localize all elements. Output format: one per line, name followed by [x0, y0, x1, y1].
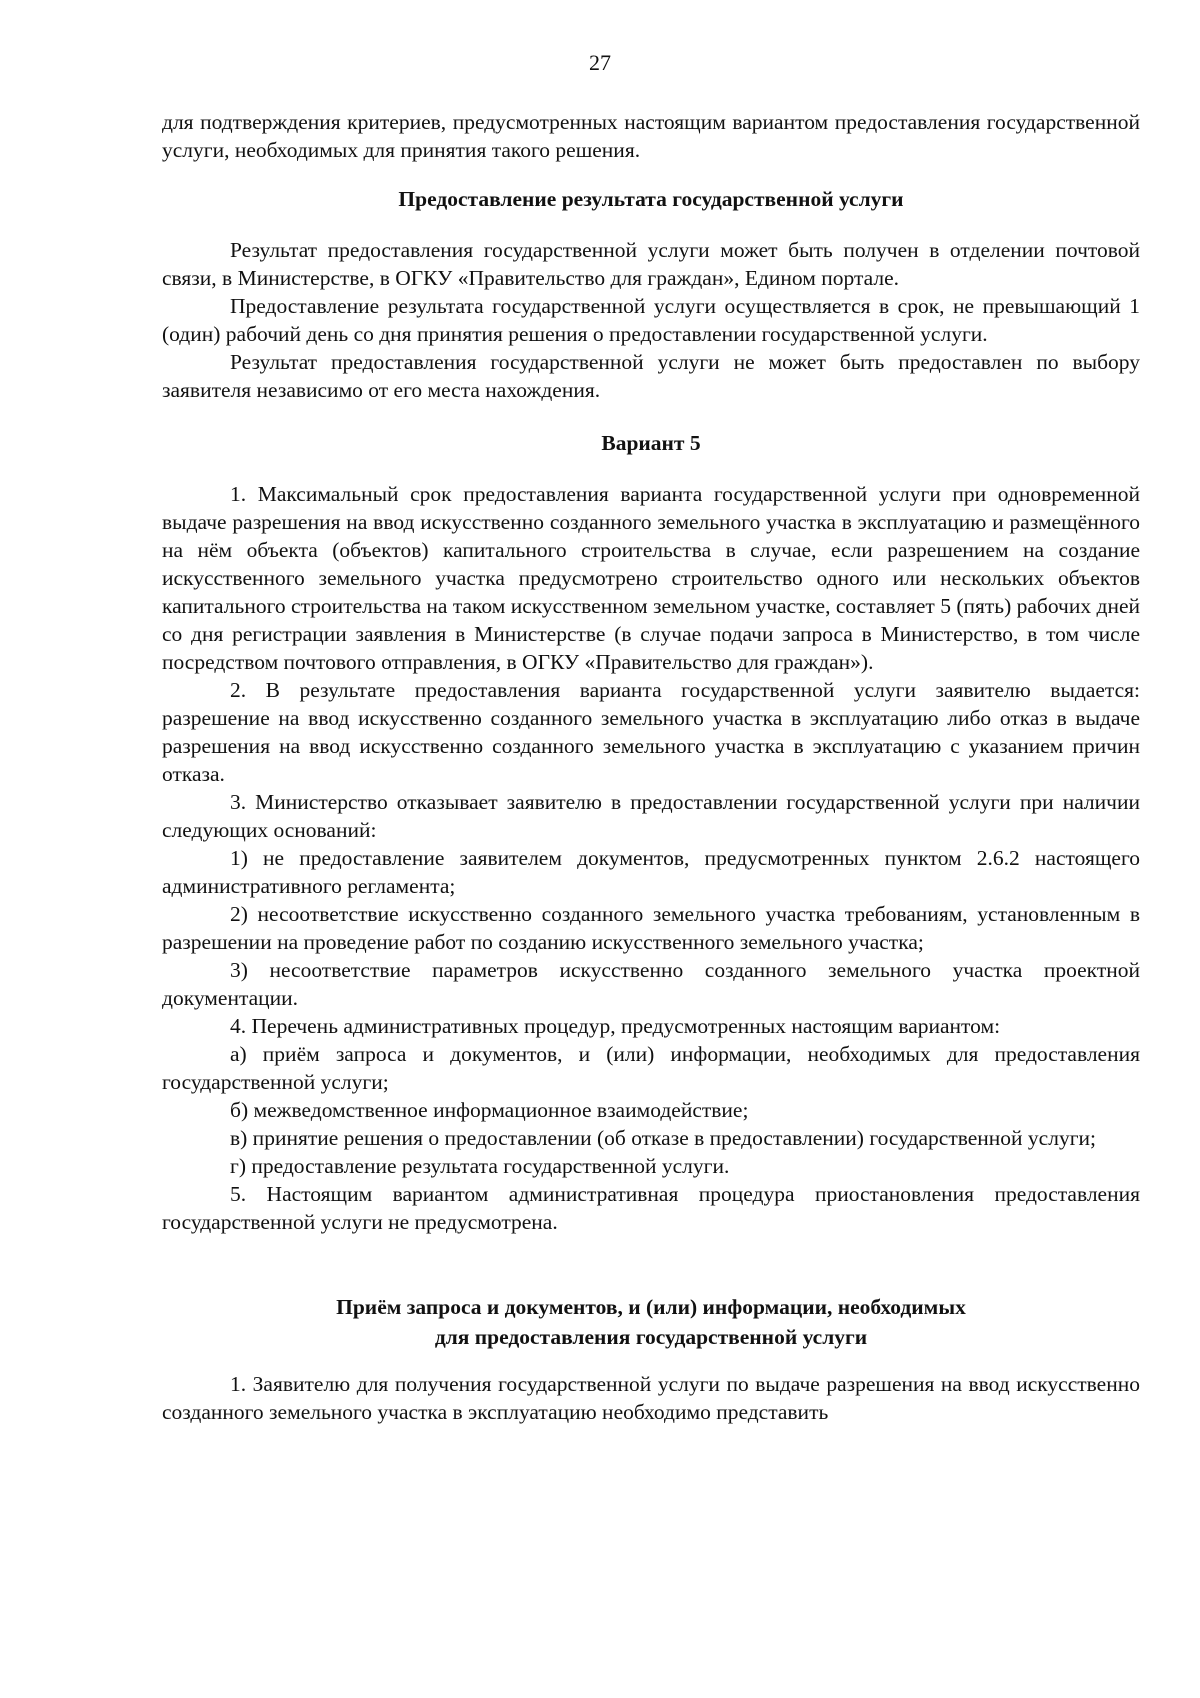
section-heading-request-intake — [162, 1292, 1140, 1352]
section-heading-line: Приём запроса и документов, и (или) информации, необходимых — [336, 1295, 966, 1319]
paragraph: 3. Министерство отказывает заявителю в предоставлении государственной услуги при наличии следующих оснований: — [162, 790, 1140, 842]
paragraph: 4. Перечень административных процедур, предусмотренных настоящим вариантом: — [230, 1014, 1001, 1038]
section-heading-line: для предоставления государственной услуги — [434, 1325, 868, 1349]
paragraph: г) предоставление результата государственной услуги. — [230, 1154, 730, 1178]
page-number: 27 — [589, 50, 611, 75]
paragraph: 1) не предоставление заявителем документов, предусмотренных пунктом 2.6.2 настоящего административного регламента; — [162, 846, 1140, 898]
section-heading-variant-5: Вариант 5 — [601, 431, 701, 455]
page-content — [162, 108, 1140, 1426]
paragraph: Результат предоставления государственной услуги может быть получен в отделении почтовой связи, в Министерстве, в ОГКУ «Правительство для граждан», Едином портале. — [162, 238, 1140, 290]
paragraph: 3) несоответствие параметров искусственно созданного земельного участка проектной документации. — [162, 958, 1140, 1010]
section-heading-result: Предоставление результата государственной услуги — [398, 187, 904, 211]
paragraph: 5. Настоящим вариантом административная процедура приостановления предоставления государственной услуги не предусмотрена. — [162, 1182, 1140, 1234]
intro-paragraph: для подтверждения критериев, предусмотренных настоящим вариантом предоставления государственной услуги, необходимых для принятия такого решения. — [162, 110, 1140, 162]
paragraph: Предоставление результата государственной услуги осуществляется в срок, не превышающий 1 (один) рабочий день со дня принятия решения о предоставлении государственной услуги. — [162, 294, 1140, 346]
paragraph: а) приём запроса и документов, и (или) информации, необходимых для предоставления государственной услуги; — [162, 1042, 1140, 1094]
paragraph: Результат предоставления государственной услуги не может быть предоставлен по выбору заявителя независимо от его места нахождения. — [162, 350, 1140, 402]
paragraph: 2) несоответствие искусственно созданного земельного участка требованиям, установленным в разрешении на проведение работ по созданию искусственного земельного участка; — [162, 902, 1140, 954]
paragraph: 2. В результате предоставления варианта государственной услуги заявителю выдается: разрешение на ввод искусственно созданного земельного участка в эксплуатацию либо отказ в выдаче разрешения на ввод искусственно созданного земельного участка в эксплуатацию с указанием причин отказа. — [162, 678, 1140, 786]
paragraph: б) межведомственное информационное взаимодействие; — [230, 1098, 749, 1122]
paragraph: в) принятие решения о предоставлении (об отказе в предоставлении) государственной услуги; — [230, 1126, 1097, 1150]
paragraph: 1. Максимальный срок предоставления варианта государственной услуги при одновременной выдаче разрешения на ввод искусственно созданного земельного участка в эксплуатацию и размещённого на нём объекта (объектов) капитального строительства в случае, если разрешением на создание искусственного земельного участка предусмотрено строительство одного или нескольких объектов капитального строительства на таком искусственном земельном участке, составляет 5 (пять) рабочих дней со дня регистрации заявления в Министерстве (в случае подачи запроса в Министерство, в том числе посредством почтового отправления, в ОГКУ «Правительство для граждан»). — [162, 482, 1140, 674]
paragraph: 1. Заявителю для получения государственной услуги по выдаче разрешения на ввод искусственно созданного земельного участка в эксплуатацию необходимо представить — [162, 1372, 1140, 1424]
